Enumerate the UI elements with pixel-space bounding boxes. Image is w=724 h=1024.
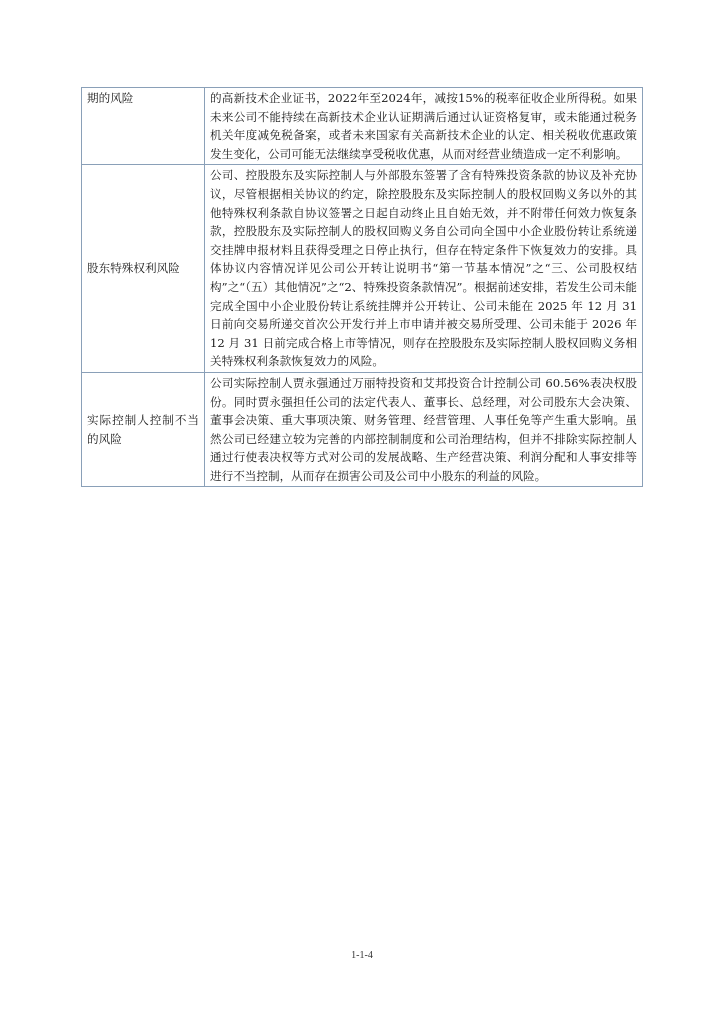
risk-name-cell: 股东特殊权利风险 [82, 165, 205, 373]
risk-name-cell: 实际控制人控制不当的风险 [82, 372, 205, 487]
risk-description-cell: 公司实际控制人贾永强通过万丽特投资和艾邦投资合计控制公司 60.56%表决权股份。同时贾永强担任公司的法定代表人、董事长、总经理，对公司股东大会决策、董事会决策、重大事项决策、财务管理、经营管理、人事任免等产生重大影响。虽然公司已经建立较为完善的内部控制制度和公司治理结构，但并不排除实际控制人通过行使表决权等方式对公司的发展战略、生产经营决策、利润分配和人事安排等进行不当控制，从而存在损害公司及公司中小股东的利益的风险。 [205, 372, 643, 487]
risk-name-cell: 期的风险 [82, 88, 205, 165]
table-row [82, 88, 643, 165]
risk-description-cell: 的高新技术企业证书，2022年至2024年，减按15%的税率征收企业所得税。如果未来公司不能持续在高新技术企业认证期满后通过认证资格复审，或未能通过税务机关年度减免税备案，或者未来国家有关高新技术企业的认定、相关税收优惠政策发生变化，公司可能无法继续享受税收优惠，从而对经营业绩造成一定不利影响。 [205, 88, 643, 165]
page-number: 1-1-4 [351, 950, 373, 961]
table-row [82, 165, 643, 373]
risk-factors-table [81, 87, 643, 487]
table-row [82, 372, 643, 487]
risk-description-cell: 公司、控股股东及实际控制人与外部股东签署了含有特殊投资条款的协议及补充协议，尽管根据相关协议的约定，除控股股东及实际控制人的股权回购义务以外的其他特殊权利条款自协议签署之日起自动终止且自始无效，并不附带任何效力恢复条款，控股股东及实际控制人的股权回购义务自公司向全国中小企业股份转让系统递交挂牌申报材料且获得受理之日停止执行，但存在特定条件下恢复效力的安排。具体协议内容情况详见公司公开转让说明书“第一节基本情况”之“三、公司股权结构”之“（五）其他情况”之“2、特殊投资条款情况”。根据前述安排，若发生公司未能完成全国中小企业股份转让系统挂牌并公开转让、公司未能在 2025 年 12 月 31 日前向交易所递交首次公开发行并上市申请并被交易所受理、公司未能于 2026 年 12 月 31 日前完成合格上市等情况，则存在控股股东及实际控制人股权回购义务相关特殊权利条款恢复效力的风险。 [205, 165, 643, 373]
